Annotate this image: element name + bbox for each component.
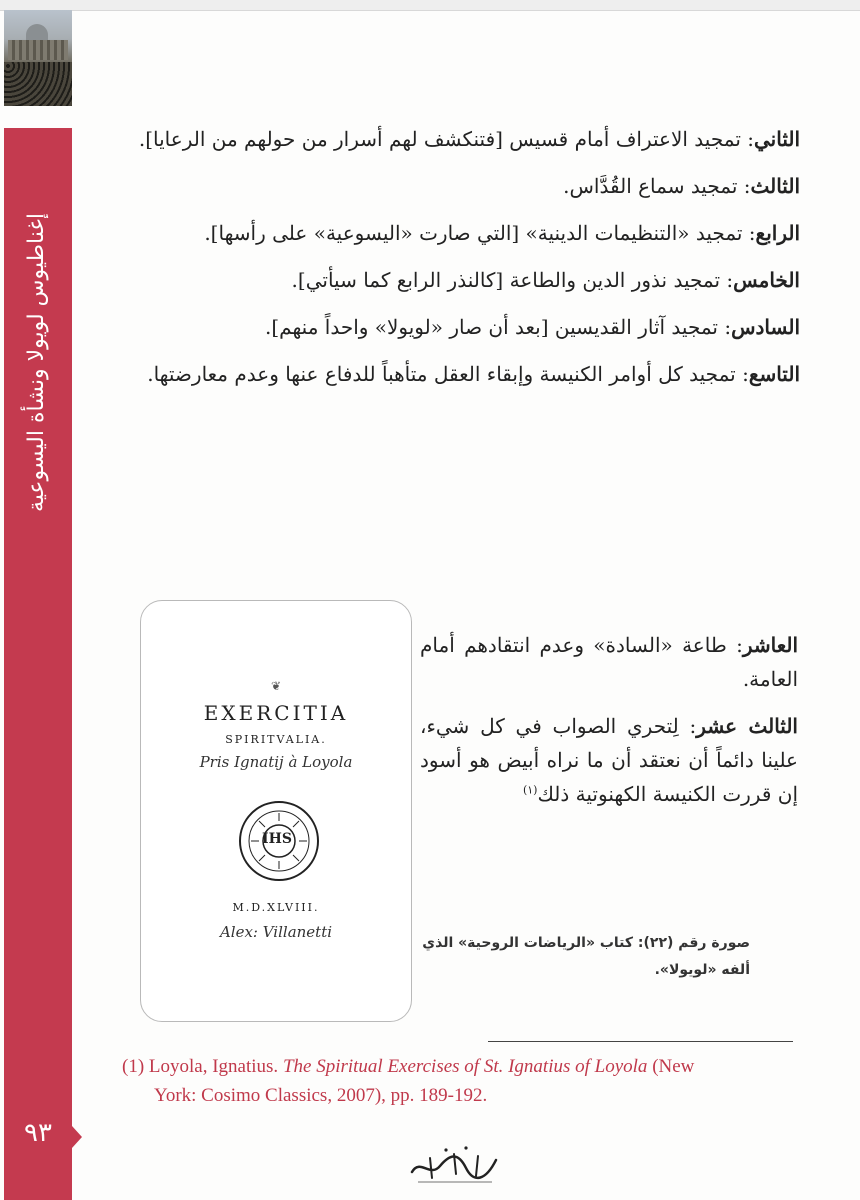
paragraph-4: الرابع: تمجيد «التنظيمات الدينية» [التي صارت «اليسوعية» على رأسها]. [204,221,800,245]
wrapped-text [420,628,798,824]
seal-text: IHS [262,831,292,847]
side-title-text: إغناطيوس لويولا ونشأة اليسوعية [23,213,49,513]
crowd-shape [4,62,72,106]
side-title [2,128,70,598]
paragraph-6: السادس: تمجيد آثار القديسين [بعد أن صار «لويولا» واحداً منهم]. [264,315,800,339]
book-cover-image [140,600,412,1022]
facade-shape [8,40,68,60]
paragraph-13: الثالث عشر: لِتحري الصواب في كل شيء، علينا دائماً أن نعتقد أن ما نراه أبيض هو أسود إن قررت الكنيسة الكهنوتية ذلك$^{(١)}$ [420,714,798,806]
book-title: EXERCITIA [203,701,349,725]
page-number-tab [72,1126,82,1148]
ornament-icon: ❦ [270,679,282,693]
ihs-seal-icon [239,801,319,881]
cover-photo [4,10,72,106]
handwritten-signature: Alex: Villanetti [219,923,333,941]
paragraph-2: الثاني: تمجيد الاعتراف أمام قسيس [فتنكشف لهم أسرار من حولهم من الرعايا]. [138,127,800,151]
paragraph-9: التاسع: تمجيد كل أوامر الكنيسة وإبقاء العقل متأهباً للدفاع عنها وعدم معارضتها. [147,362,800,386]
paragraph-10: العاشر: طاعة «السادة» وعدم انتقادهم أمام العامة. [420,633,798,691]
paragraph-5: الخامس: تمجيد نذور الدين والطاعة [كالنذر الرابع كما سيأتي]. [291,268,800,292]
page-number: ٩٣ [24,1118,52,1148]
footnote: (1) Loyola, Ignatius. The Spiritual Exercises of St. Ignatius of Loyola (New York: Cosimo Classics, 2007), pp. 189-192. [122,1056,695,1107]
footnote-divider [488,1041,793,1042]
top-border [0,0,860,11]
book-subtitle: SPIRITVALIA. [225,733,327,746]
figure-caption: صورة رقم (٢٢): كتاب «الرياضات الروحية» الذي ألفه «لويولا». [422,935,750,978]
paragraph-3: الثالث: تمجيد سماع القُدَّاس. [563,174,800,198]
calligraphy-logo [400,1138,510,1188]
book-year: M.D.XLVIII. [232,901,320,914]
footnote-ref[interactable]: (١) [522,783,538,797]
main-text [120,122,800,404]
handwritten-inscription: Pris Ignatij à Loyola [199,753,353,771]
